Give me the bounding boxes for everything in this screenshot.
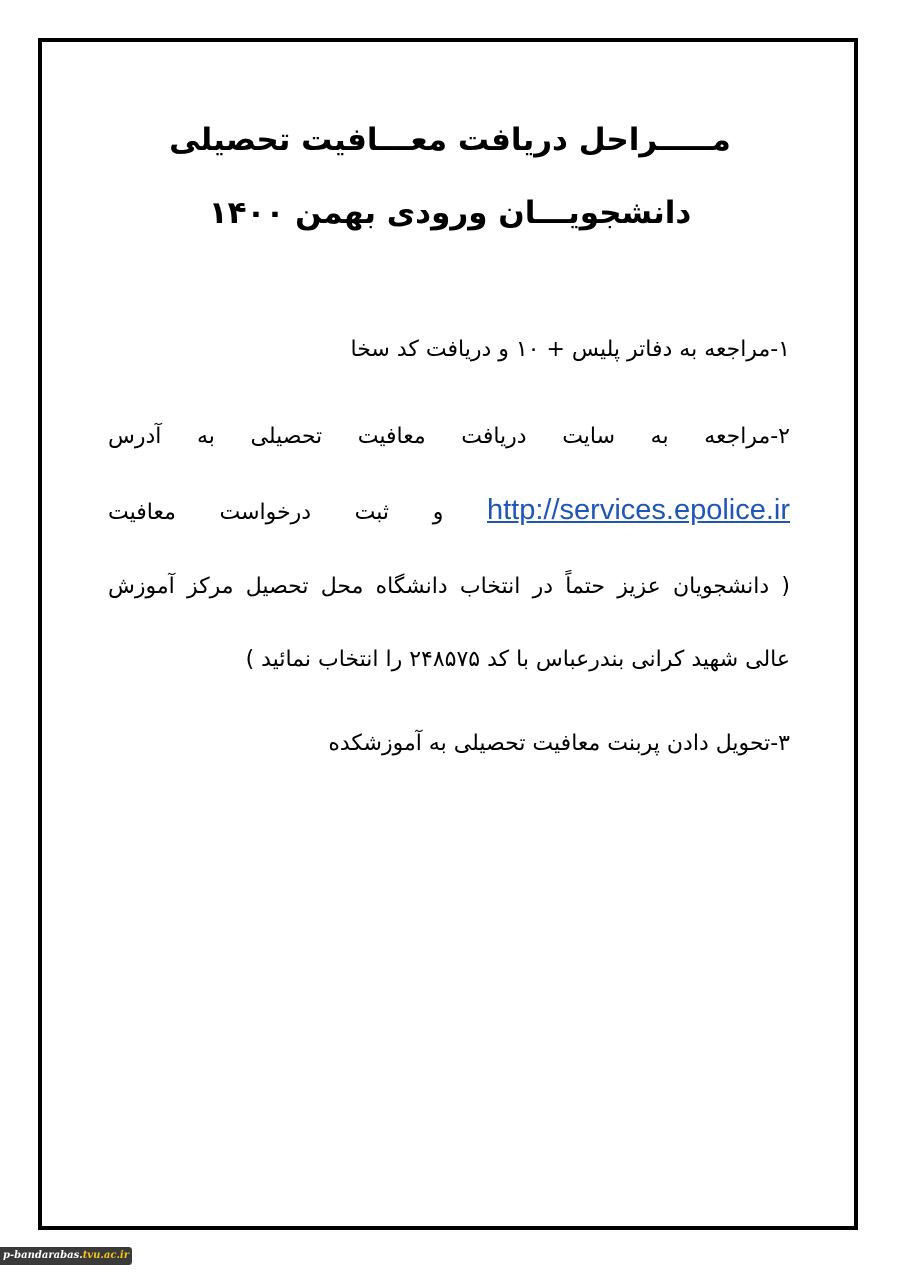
page-subtitle: دانشجویـــان ورودی بهمن ۱۴۰۰	[208, 195, 692, 231]
step-2-text: ۲-مراجعه به سایت دریافت معافیت تحصیلی به آدرس	[108, 424, 790, 449]
site-badge-domain: tvu.ac.ir	[82, 1250, 129, 1261]
site-badge[interactable]	[0, 1247, 132, 1265]
step-1-text: ۱-مراجعه به دفاتر پلیس + ۱۰ و دریافت کد سخا	[350, 337, 790, 362]
epolice-link[interactable]: http://services.epolice.ir	[486, 494, 790, 526]
step-2-continuation	[108, 493, 790, 530]
site-badge-prefix: p-bandarabas.	[3, 1250, 83, 1261]
page-title: مـــــراحل دریافت معـــافیت تحصیلی	[169, 122, 731, 158]
step-2-suffix: و ثبت درخواست معافیت	[108, 500, 444, 525]
step-3-text: ۳-تحویل دادن پربنت معافیت تحصیلی به آموزشکده	[328, 731, 790, 756]
note-line-2: عالی شهید کرانی بندرعباس با کد ۲۴۸۵۷۵ را انتخاب نمائید )	[245, 647, 790, 672]
note-line-1: ( دانشجویان عزیز حتماً در انتخاب دانشگاه محل تحصیل مرکز آموزش	[108, 574, 790, 599]
